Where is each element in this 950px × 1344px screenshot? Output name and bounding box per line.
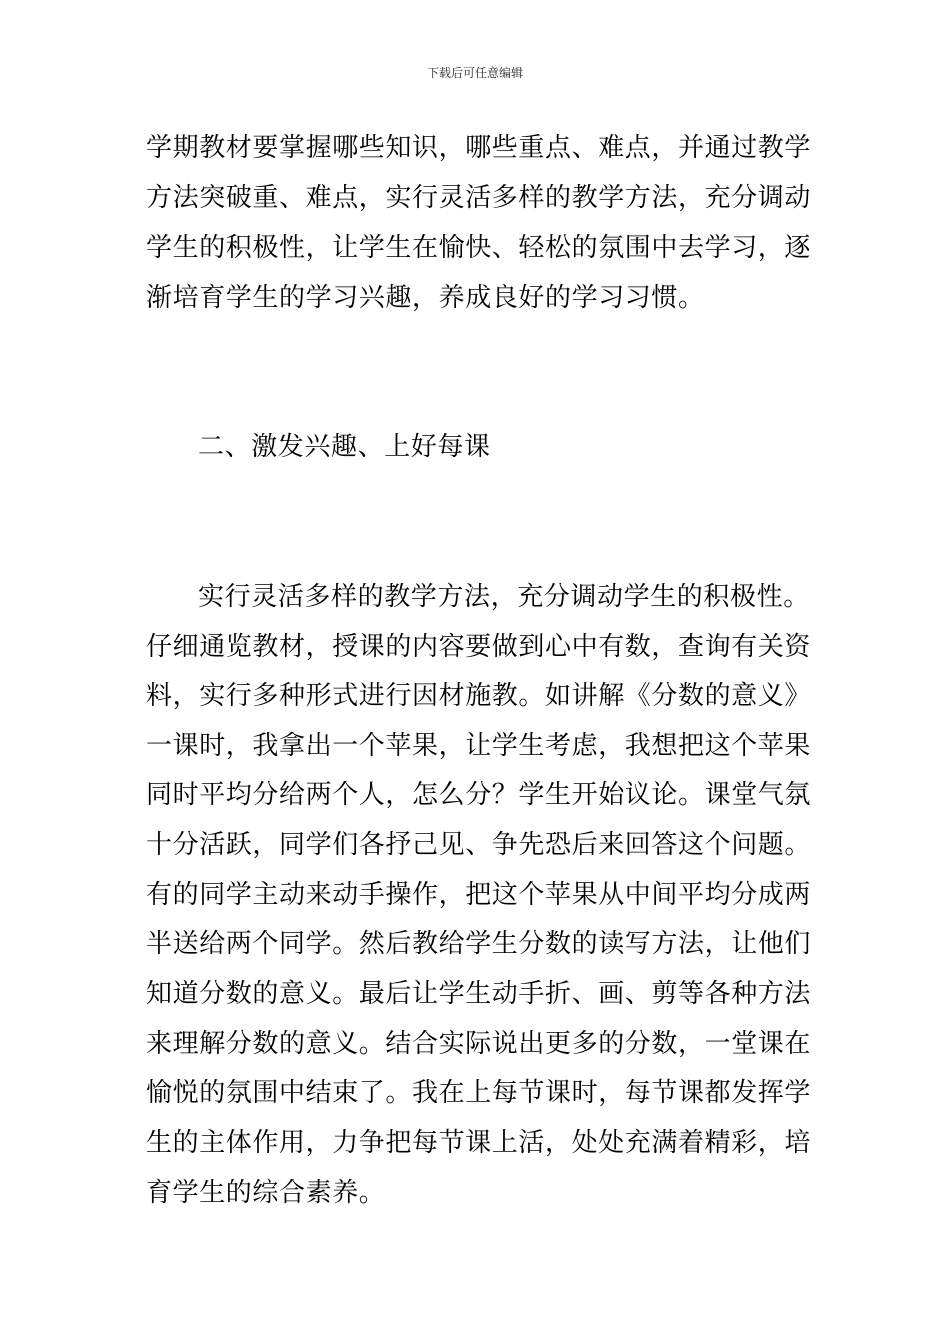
paragraph-line: 知道分数的意义。最后让学生动手折、画、剪等各种方法: [146, 979, 812, 1009]
paragraph-line: 生的主体作用，力争把每节课上活，处处充满着精彩，培: [146, 1128, 812, 1158]
paragraph-line: 育学生的综合素养。: [146, 1178, 386, 1208]
paragraph-line: 半送给两个同学。然后教给学生分数的读写方法，让他们: [146, 929, 812, 959]
paragraph-line: 料，实行多种形式进行因材施教。如讲解《分数的意义》: [146, 681, 812, 711]
paragraph-line: 十分活跃，同学们各抒己见、争先恐后来回答这个问题。: [146, 830, 812, 860]
paragraph-line: 有的同学主动来动手操作，把这个苹果从中间平均分成两: [146, 880, 812, 910]
paragraph-line: 学期教材要掌握哪些知识，哪些重点、难点，并通过教学: [146, 133, 812, 163]
paragraph-line: 方法突破重、难点，实行灵活多样的教学方法，充分调动: [146, 183, 812, 213]
section-heading: 二、激发兴趣、上好每课: [198, 432, 491, 462]
header-note: 下载后可任意编辑: [426, 66, 523, 80]
paragraph-line: 学生的积极性，让学生在愉快、轻松的氛围中去学习，逐: [146, 233, 812, 263]
paragraph-line: 一课时，我拿出一个苹果，让学生考虑，我想把这个苹果: [146, 731, 812, 761]
paragraph-line: 实行灵活多样的教学方法，充分调动学生的积极性。: [198, 582, 810, 612]
paragraph-line: 仔细通览教材，授课的内容要做到心中有数，查询有关资: [146, 632, 812, 662]
paragraph-line: 愉悦的氛围中结束了。我在上每节课时，每节课都发挥学: [146, 1078, 812, 1108]
paragraph-line: 渐培育学生的学习兴趣，养成良好的学习习惯。: [146, 283, 705, 313]
paragraph-line: 同时平均分给两个人，怎么分？学生开始议论。课堂气氛: [146, 780, 812, 810]
paragraph-line: 来理解分数的意义。结合实际说出更多的分数，一堂课在: [146, 1029, 812, 1059]
